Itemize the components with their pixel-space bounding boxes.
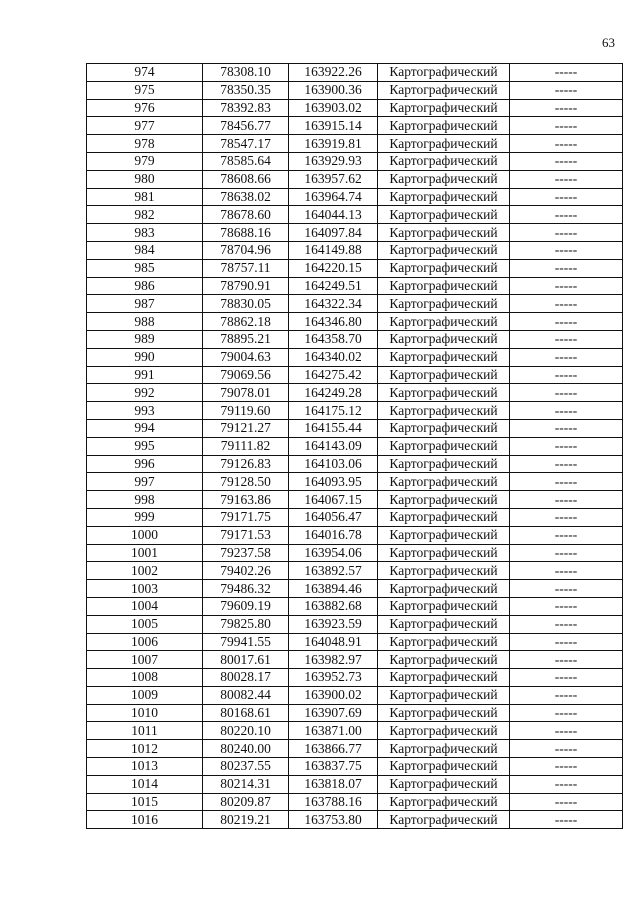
table-row bbox=[87, 686, 623, 704]
x-coordinate-cell: 79119.60 bbox=[203, 402, 289, 420]
table-row bbox=[87, 597, 623, 615]
point-number-cell: 992 bbox=[87, 384, 203, 402]
table-row bbox=[87, 562, 623, 580]
table-row bbox=[87, 188, 623, 206]
y-coordinate-cell: 164143.09 bbox=[289, 437, 378, 455]
table-row bbox=[87, 330, 623, 348]
page-number: 63 bbox=[602, 35, 615, 50]
point-number-cell: 1010 bbox=[87, 704, 203, 722]
method-cell: Картографический bbox=[378, 669, 510, 687]
point-number-cell: 984 bbox=[87, 241, 203, 259]
precision-cell: ----- bbox=[510, 313, 623, 331]
point-number-cell: 1000 bbox=[87, 526, 203, 544]
y-coordinate-cell: 164056.47 bbox=[289, 508, 378, 526]
table-row bbox=[87, 722, 623, 740]
method-cell: Картографический bbox=[378, 64, 510, 82]
x-coordinate-cell: 80214.31 bbox=[203, 775, 289, 793]
table-row bbox=[87, 508, 623, 526]
point-number-cell: 1006 bbox=[87, 633, 203, 651]
y-coordinate-cell: 164093.95 bbox=[289, 473, 378, 491]
precision-cell: ----- bbox=[510, 758, 623, 776]
y-coordinate-cell: 164067.15 bbox=[289, 491, 378, 509]
table-row bbox=[87, 526, 623, 544]
table-row bbox=[87, 366, 623, 384]
y-coordinate-cell: 164249.28 bbox=[289, 384, 378, 402]
precision-cell: ----- bbox=[510, 206, 623, 224]
table-row bbox=[87, 473, 623, 491]
table-row bbox=[87, 313, 623, 331]
method-cell: Картографический bbox=[378, 384, 510, 402]
table-row bbox=[87, 615, 623, 633]
x-coordinate-cell: 79078.01 bbox=[203, 384, 289, 402]
point-number-cell: 1004 bbox=[87, 597, 203, 615]
x-coordinate-cell: 79111.82 bbox=[203, 437, 289, 455]
precision-cell: ----- bbox=[510, 117, 623, 135]
method-cell: Картографический bbox=[378, 740, 510, 758]
y-coordinate-cell: 163964.74 bbox=[289, 188, 378, 206]
y-coordinate-cell: 164155.44 bbox=[289, 419, 378, 437]
precision-cell: ----- bbox=[510, 135, 623, 153]
point-number-cell: 990 bbox=[87, 348, 203, 366]
x-coordinate-cell: 79171.75 bbox=[203, 508, 289, 526]
x-coordinate-cell: 78308.10 bbox=[203, 64, 289, 82]
y-coordinate-cell: 163818.07 bbox=[289, 775, 378, 793]
method-cell: Картографический bbox=[378, 722, 510, 740]
x-coordinate-cell: 78350.35 bbox=[203, 81, 289, 99]
y-coordinate-cell: 163929.93 bbox=[289, 152, 378, 170]
x-coordinate-cell: 80168.61 bbox=[203, 704, 289, 722]
method-cell: Картографический bbox=[378, 241, 510, 259]
method-cell: Картографический bbox=[378, 330, 510, 348]
point-number-cell: 1009 bbox=[87, 686, 203, 704]
method-cell: Картографический bbox=[378, 188, 510, 206]
precision-cell: ----- bbox=[510, 544, 623, 562]
table-row bbox=[87, 152, 623, 170]
table-row bbox=[87, 224, 623, 242]
y-coordinate-cell: 163900.36 bbox=[289, 81, 378, 99]
point-number-cell: 993 bbox=[87, 402, 203, 420]
precision-cell: ----- bbox=[510, 455, 623, 473]
method-cell: Картографический bbox=[378, 758, 510, 776]
precision-cell: ----- bbox=[510, 722, 623, 740]
x-coordinate-cell: 80082.44 bbox=[203, 686, 289, 704]
point-number-cell: 995 bbox=[87, 437, 203, 455]
method-cell: Картографический bbox=[378, 224, 510, 242]
method-cell: Картографический bbox=[378, 81, 510, 99]
method-cell: Картографический bbox=[378, 313, 510, 331]
method-cell: Картографический bbox=[378, 526, 510, 544]
method-cell: Картографический bbox=[378, 686, 510, 704]
point-number-cell: 977 bbox=[87, 117, 203, 135]
table-row bbox=[87, 491, 623, 509]
table-row bbox=[87, 633, 623, 651]
y-coordinate-cell: 164097.84 bbox=[289, 224, 378, 242]
y-coordinate-cell: 164149.88 bbox=[289, 241, 378, 259]
y-coordinate-cell: 163866.77 bbox=[289, 740, 378, 758]
precision-cell: ----- bbox=[510, 241, 623, 259]
y-coordinate-cell: 164358.70 bbox=[289, 330, 378, 348]
table-row bbox=[87, 419, 623, 437]
table-row bbox=[87, 775, 623, 793]
y-coordinate-cell: 163892.57 bbox=[289, 562, 378, 580]
precision-cell: ----- bbox=[510, 99, 623, 117]
y-coordinate-cell: 163919.81 bbox=[289, 135, 378, 153]
y-coordinate-cell: 163957.62 bbox=[289, 170, 378, 188]
point-number-cell: 983 bbox=[87, 224, 203, 242]
precision-cell: ----- bbox=[510, 437, 623, 455]
precision-cell: ----- bbox=[510, 188, 623, 206]
point-number-cell: 978 bbox=[87, 135, 203, 153]
point-number-cell: 1007 bbox=[87, 651, 203, 669]
precision-cell: ----- bbox=[510, 259, 623, 277]
precision-cell: ----- bbox=[510, 793, 623, 811]
precision-cell: ----- bbox=[510, 152, 623, 170]
precision-cell: ----- bbox=[510, 740, 623, 758]
precision-cell: ----- bbox=[510, 224, 623, 242]
x-coordinate-cell: 79004.63 bbox=[203, 348, 289, 366]
coordinates-table bbox=[86, 63, 623, 829]
y-coordinate-cell: 163900.02 bbox=[289, 686, 378, 704]
method-cell: Картографический bbox=[378, 615, 510, 633]
x-coordinate-cell: 78895.21 bbox=[203, 330, 289, 348]
x-coordinate-cell: 78392.83 bbox=[203, 99, 289, 117]
y-coordinate-cell: 164044.13 bbox=[289, 206, 378, 224]
method-cell: Картографический bbox=[378, 508, 510, 526]
x-coordinate-cell: 78547.17 bbox=[203, 135, 289, 153]
method-cell: Картографический bbox=[378, 793, 510, 811]
y-coordinate-cell: 163871.00 bbox=[289, 722, 378, 740]
y-coordinate-cell: 164346.80 bbox=[289, 313, 378, 331]
x-coordinate-cell: 80209.87 bbox=[203, 793, 289, 811]
point-number-cell: 1014 bbox=[87, 775, 203, 793]
table-row bbox=[87, 259, 623, 277]
x-coordinate-cell: 80237.55 bbox=[203, 758, 289, 776]
table-row bbox=[87, 669, 623, 687]
method-cell: Картографический bbox=[378, 651, 510, 669]
point-number-cell: 1015 bbox=[87, 793, 203, 811]
precision-cell: ----- bbox=[510, 384, 623, 402]
table-row bbox=[87, 295, 623, 313]
precision-cell: ----- bbox=[510, 686, 623, 704]
x-coordinate-cell: 80028.17 bbox=[203, 669, 289, 687]
y-coordinate-cell: 163954.06 bbox=[289, 544, 378, 562]
method-cell: Картографический bbox=[378, 348, 510, 366]
point-number-cell: 997 bbox=[87, 473, 203, 491]
y-coordinate-cell: 164249.51 bbox=[289, 277, 378, 295]
y-coordinate-cell: 164275.42 bbox=[289, 366, 378, 384]
x-coordinate-cell: 79941.55 bbox=[203, 633, 289, 651]
point-number-cell: 991 bbox=[87, 366, 203, 384]
method-cell: Картографический bbox=[378, 170, 510, 188]
y-coordinate-cell: 163903.02 bbox=[289, 99, 378, 117]
table-row bbox=[87, 348, 623, 366]
precision-cell: ----- bbox=[510, 64, 623, 82]
precision-cell: ----- bbox=[510, 775, 623, 793]
table-row bbox=[87, 81, 623, 99]
point-number-cell: 987 bbox=[87, 295, 203, 313]
x-coordinate-cell: 79126.83 bbox=[203, 455, 289, 473]
table-row bbox=[87, 704, 623, 722]
method-cell: Картографический bbox=[378, 597, 510, 615]
x-coordinate-cell: 78830.05 bbox=[203, 295, 289, 313]
y-coordinate-cell: 164340.02 bbox=[289, 348, 378, 366]
y-coordinate-cell: 163952.73 bbox=[289, 669, 378, 687]
x-coordinate-cell: 78608.66 bbox=[203, 170, 289, 188]
method-cell: Картографический bbox=[378, 704, 510, 722]
point-number-cell: 1001 bbox=[87, 544, 203, 562]
x-coordinate-cell: 79171.53 bbox=[203, 526, 289, 544]
y-coordinate-cell: 164048.91 bbox=[289, 633, 378, 651]
y-coordinate-cell: 164103.06 bbox=[289, 455, 378, 473]
x-coordinate-cell: 78688.16 bbox=[203, 224, 289, 242]
y-coordinate-cell: 163894.46 bbox=[289, 580, 378, 598]
point-number-cell: 998 bbox=[87, 491, 203, 509]
x-coordinate-cell: 79825.80 bbox=[203, 615, 289, 633]
point-number-cell: 975 bbox=[87, 81, 203, 99]
method-cell: Картографический bbox=[378, 775, 510, 793]
table-row bbox=[87, 64, 623, 82]
y-coordinate-cell: 164322.34 bbox=[289, 295, 378, 313]
precision-cell: ----- bbox=[510, 508, 623, 526]
method-cell: Картографический bbox=[378, 152, 510, 170]
method-cell: Картографический bbox=[378, 402, 510, 420]
point-number-cell: 976 bbox=[87, 99, 203, 117]
x-coordinate-cell: 79069.56 bbox=[203, 366, 289, 384]
precision-cell: ----- bbox=[510, 597, 623, 615]
point-number-cell: 980 bbox=[87, 170, 203, 188]
table-row bbox=[87, 99, 623, 117]
y-coordinate-cell: 164016.78 bbox=[289, 526, 378, 544]
method-cell: Картографический bbox=[378, 259, 510, 277]
precision-cell: ----- bbox=[510, 633, 623, 651]
method-cell: Картографический bbox=[378, 419, 510, 437]
precision-cell: ----- bbox=[510, 277, 623, 295]
precision-cell: ----- bbox=[510, 580, 623, 598]
point-number-cell: 1016 bbox=[87, 811, 203, 829]
table-row bbox=[87, 758, 623, 776]
precision-cell: ----- bbox=[510, 81, 623, 99]
y-coordinate-cell: 164220.15 bbox=[289, 259, 378, 277]
x-coordinate-cell: 78638.02 bbox=[203, 188, 289, 206]
point-number-cell: 1005 bbox=[87, 615, 203, 633]
method-cell: Картографический bbox=[378, 366, 510, 384]
point-number-cell: 996 bbox=[87, 455, 203, 473]
point-number-cell: 1013 bbox=[87, 758, 203, 776]
y-coordinate-cell: 163923.59 bbox=[289, 615, 378, 633]
x-coordinate-cell: 80219.21 bbox=[203, 811, 289, 829]
y-coordinate-cell: 163915.14 bbox=[289, 117, 378, 135]
method-cell: Картографический bbox=[378, 562, 510, 580]
table-row bbox=[87, 241, 623, 259]
precision-cell: ----- bbox=[510, 473, 623, 491]
x-coordinate-cell: 80220.10 bbox=[203, 722, 289, 740]
x-coordinate-cell: 78585.64 bbox=[203, 152, 289, 170]
precision-cell: ----- bbox=[510, 811, 623, 829]
y-coordinate-cell: 164175.12 bbox=[289, 402, 378, 420]
table-row bbox=[87, 135, 623, 153]
table-row bbox=[87, 544, 623, 562]
table-row bbox=[87, 384, 623, 402]
method-cell: Картографический bbox=[378, 491, 510, 509]
method-cell: Картографический bbox=[378, 455, 510, 473]
x-coordinate-cell: 79609.19 bbox=[203, 597, 289, 615]
point-number-cell: 986 bbox=[87, 277, 203, 295]
precision-cell: ----- bbox=[510, 651, 623, 669]
precision-cell: ----- bbox=[510, 419, 623, 437]
x-coordinate-cell: 80240.00 bbox=[203, 740, 289, 758]
x-coordinate-cell: 79486.32 bbox=[203, 580, 289, 598]
y-coordinate-cell: 163907.69 bbox=[289, 704, 378, 722]
y-coordinate-cell: 163922.26 bbox=[289, 64, 378, 82]
method-cell: Картографический bbox=[378, 117, 510, 135]
point-number-cell: 1012 bbox=[87, 740, 203, 758]
point-number-cell: 979 bbox=[87, 152, 203, 170]
y-coordinate-cell: 163982.97 bbox=[289, 651, 378, 669]
x-coordinate-cell: 78456.77 bbox=[203, 117, 289, 135]
table-row bbox=[87, 455, 623, 473]
y-coordinate-cell: 163882.68 bbox=[289, 597, 378, 615]
method-cell: Картографический bbox=[378, 277, 510, 295]
precision-cell: ----- bbox=[510, 402, 623, 420]
x-coordinate-cell: 78790.91 bbox=[203, 277, 289, 295]
precision-cell: ----- bbox=[510, 669, 623, 687]
method-cell: Картографический bbox=[378, 437, 510, 455]
table-row bbox=[87, 402, 623, 420]
method-cell: Картографический bbox=[378, 544, 510, 562]
method-cell: Картографический bbox=[378, 99, 510, 117]
table-row bbox=[87, 793, 623, 811]
point-number-cell: 1003 bbox=[87, 580, 203, 598]
point-number-cell: 974 bbox=[87, 64, 203, 82]
x-coordinate-cell: 78678.60 bbox=[203, 206, 289, 224]
method-cell: Картографический bbox=[378, 811, 510, 829]
x-coordinate-cell: 78862.18 bbox=[203, 313, 289, 331]
precision-cell: ----- bbox=[510, 615, 623, 633]
point-number-cell: 989 bbox=[87, 330, 203, 348]
precision-cell: ----- bbox=[510, 562, 623, 580]
point-number-cell: 981 bbox=[87, 188, 203, 206]
y-coordinate-cell: 163837.75 bbox=[289, 758, 378, 776]
y-coordinate-cell: 163788.16 bbox=[289, 793, 378, 811]
x-coordinate-cell: 79237.58 bbox=[203, 544, 289, 562]
precision-cell: ----- bbox=[510, 491, 623, 509]
point-number-cell: 982 bbox=[87, 206, 203, 224]
y-coordinate-cell: 163753.80 bbox=[289, 811, 378, 829]
coordinates-table-body bbox=[87, 64, 623, 829]
precision-cell: ----- bbox=[510, 295, 623, 313]
table-row bbox=[87, 206, 623, 224]
table-row bbox=[87, 117, 623, 135]
precision-cell: ----- bbox=[510, 330, 623, 348]
table-row bbox=[87, 170, 623, 188]
table-row bbox=[87, 437, 623, 455]
point-number-cell: 994 bbox=[87, 419, 203, 437]
method-cell: Картографический bbox=[378, 206, 510, 224]
method-cell: Картографический bbox=[378, 295, 510, 313]
method-cell: Картографический bbox=[378, 633, 510, 651]
x-coordinate-cell: 78704.96 bbox=[203, 241, 289, 259]
x-coordinate-cell: 79128.50 bbox=[203, 473, 289, 491]
table-row bbox=[87, 580, 623, 598]
point-number-cell: 999 bbox=[87, 508, 203, 526]
precision-cell: ----- bbox=[510, 170, 623, 188]
table-row bbox=[87, 811, 623, 829]
x-coordinate-cell: 78757.11 bbox=[203, 259, 289, 277]
point-number-cell: 1011 bbox=[87, 722, 203, 740]
x-coordinate-cell: 79402.26 bbox=[203, 562, 289, 580]
x-coordinate-cell: 80017.61 bbox=[203, 651, 289, 669]
point-number-cell: 1008 bbox=[87, 669, 203, 687]
point-number-cell: 1002 bbox=[87, 562, 203, 580]
precision-cell: ----- bbox=[510, 526, 623, 544]
table-row bbox=[87, 277, 623, 295]
x-coordinate-cell: 79163.86 bbox=[203, 491, 289, 509]
x-coordinate-cell: 79121.27 bbox=[203, 419, 289, 437]
precision-cell: ----- bbox=[510, 366, 623, 384]
method-cell: Картографический bbox=[378, 473, 510, 491]
point-number-cell: 988 bbox=[87, 313, 203, 331]
precision-cell: ----- bbox=[510, 348, 623, 366]
table-row bbox=[87, 651, 623, 669]
precision-cell: ----- bbox=[510, 704, 623, 722]
method-cell: Картографический bbox=[378, 135, 510, 153]
method-cell: Картографический bbox=[378, 580, 510, 598]
point-number-cell: 985 bbox=[87, 259, 203, 277]
table-row bbox=[87, 740, 623, 758]
